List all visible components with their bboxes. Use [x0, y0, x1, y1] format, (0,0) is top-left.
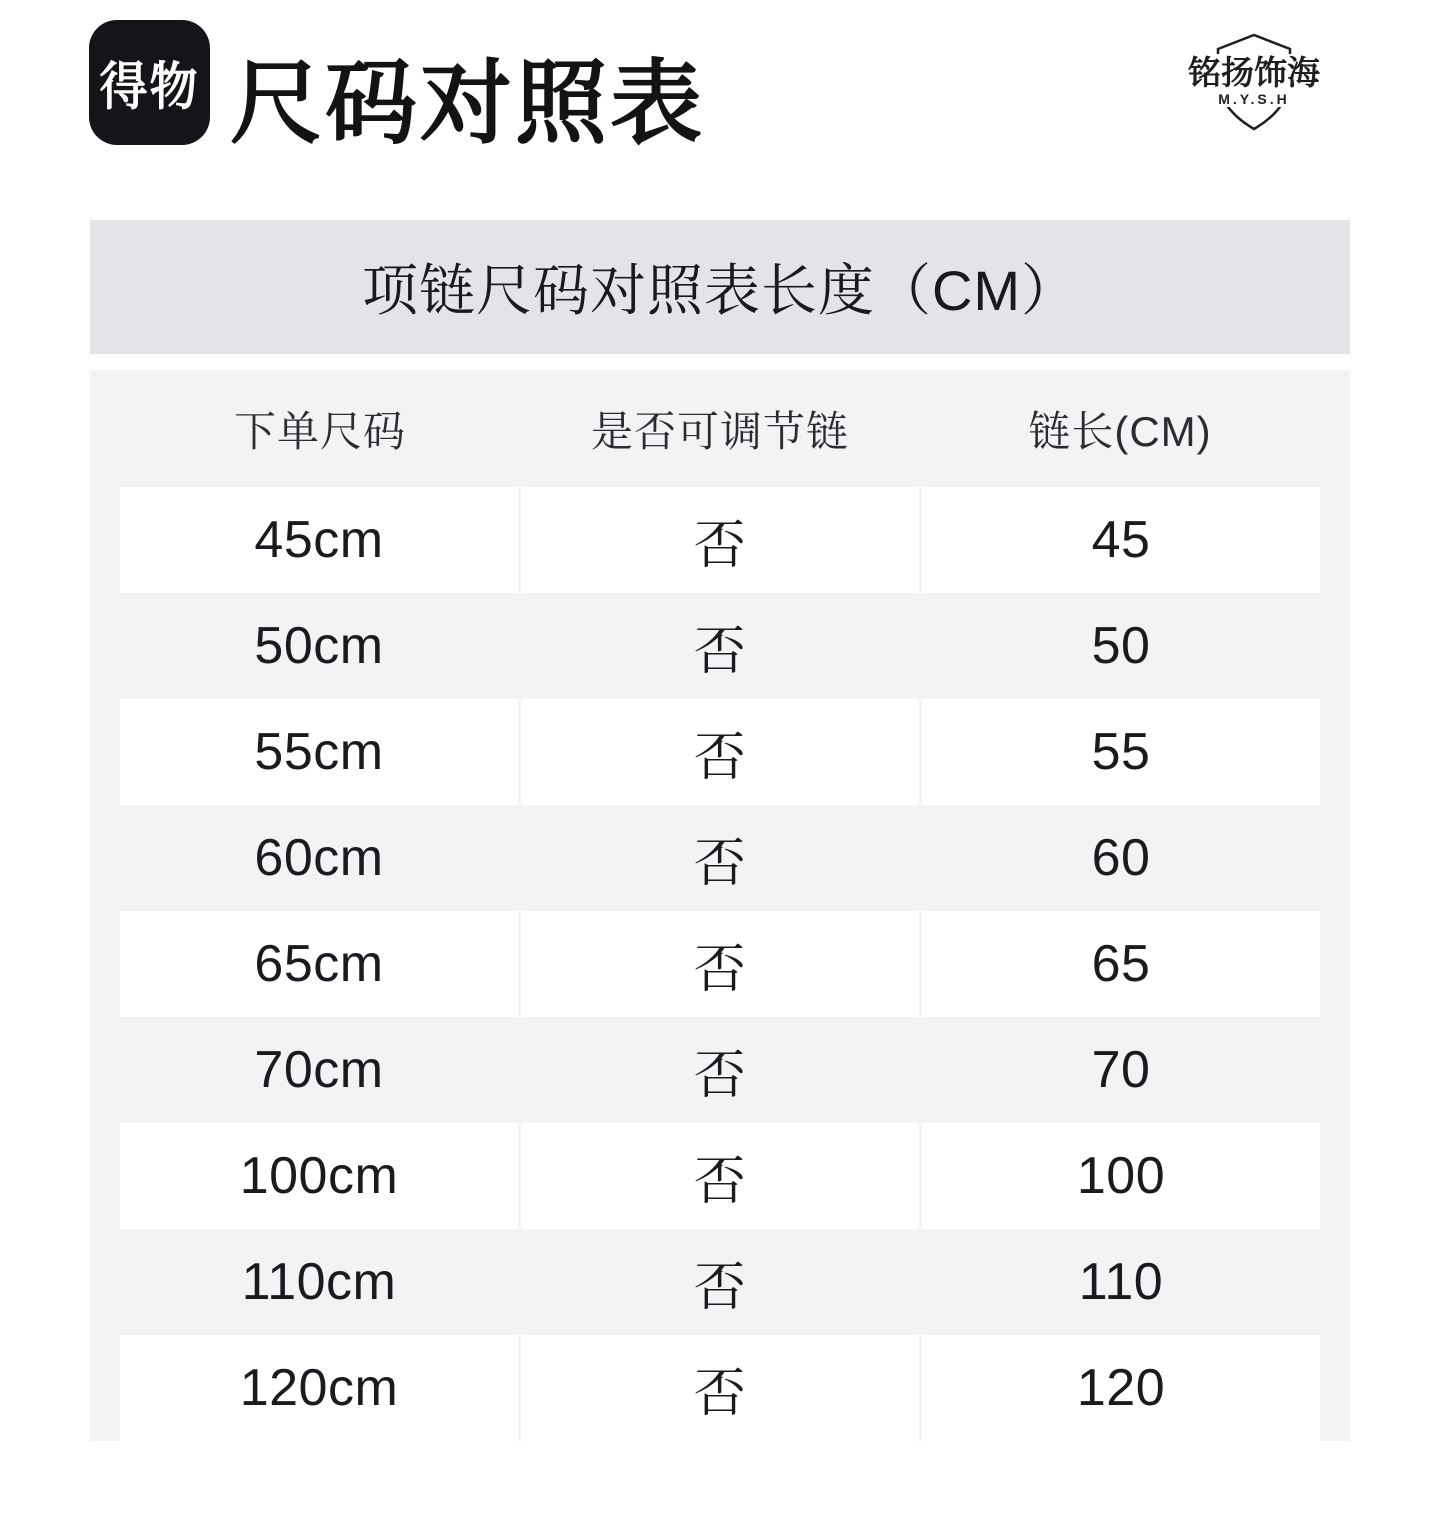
table-row	[120, 487, 1320, 593]
cell-order-size: 110cm	[241, 1253, 397, 1311]
cell-order-size: 45cm	[120, 487, 518, 593]
cell-adjustable: 否	[693, 622, 747, 681]
column-header-chain-length: 链长(CM)	[1028, 407, 1212, 455]
cell-adjustable: 否	[521, 487, 919, 593]
cell-order-size: 50cm	[254, 617, 384, 675]
dewu-logo	[89, 20, 210, 145]
dewu-logo-text: 得物	[99, 59, 200, 117]
table-row	[120, 593, 1320, 699]
cell-adjustable: 否	[521, 1123, 919, 1229]
cell-order-size: 120cm	[120, 1335, 518, 1441]
column-header-adjustable: 是否可调节链	[590, 407, 849, 455]
cell-chain-length: 55	[922, 699, 1320, 805]
cell-chain-length: 50	[1091, 617, 1151, 675]
table-row	[120, 911, 1320, 1017]
cell-order-size: 65cm	[120, 911, 518, 1017]
cell-chain-length: 70	[1091, 1041, 1151, 1099]
cell-chain-length: 45	[922, 487, 1320, 593]
table-rows	[120, 487, 1320, 1441]
page-title: 尺码对照表	[230, 53, 706, 155]
table-row	[120, 1229, 1320, 1335]
cell-order-size: 100cm	[120, 1123, 518, 1229]
brand-logo	[1186, 22, 1322, 137]
brand-name-cn: 铭扬饰海	[1188, 54, 1320, 91]
table-row	[120, 1335, 1320, 1441]
cell-chain-length: 120	[922, 1335, 1320, 1441]
cell-chain-length: 60	[1091, 829, 1151, 887]
cell-order-size: 55cm	[120, 699, 518, 805]
cell-adjustable: 否	[521, 1335, 919, 1441]
cell-chain-length: 65	[922, 911, 1320, 1017]
size-table	[90, 370, 1350, 1441]
cell-order-size: 70cm	[254, 1041, 384, 1099]
table-row	[120, 699, 1320, 805]
cell-adjustable: 否	[693, 834, 747, 893]
cell-chain-length: 110	[1078, 1253, 1164, 1311]
cell-adjustable: 否	[693, 1046, 747, 1105]
column-header-order-size: 下单尺码	[233, 407, 406, 455]
table-header-row	[120, 370, 1320, 487]
cell-adjustable: 否	[521, 911, 919, 1017]
cell-order-size: 60cm	[254, 829, 384, 887]
banner	[90, 220, 1350, 354]
cell-chain-length: 100	[922, 1123, 1320, 1229]
cell-adjustable: 否	[693, 1258, 747, 1317]
table-row	[120, 1017, 1320, 1123]
table-row	[120, 805, 1320, 911]
cell-adjustable: 否	[521, 699, 919, 805]
banner-title: 项链尺码对照表长度（CM）	[361, 259, 1079, 322]
brand-name-abbr: M.Y.S.H	[1186, 92, 1322, 108]
table-row	[120, 1123, 1320, 1229]
